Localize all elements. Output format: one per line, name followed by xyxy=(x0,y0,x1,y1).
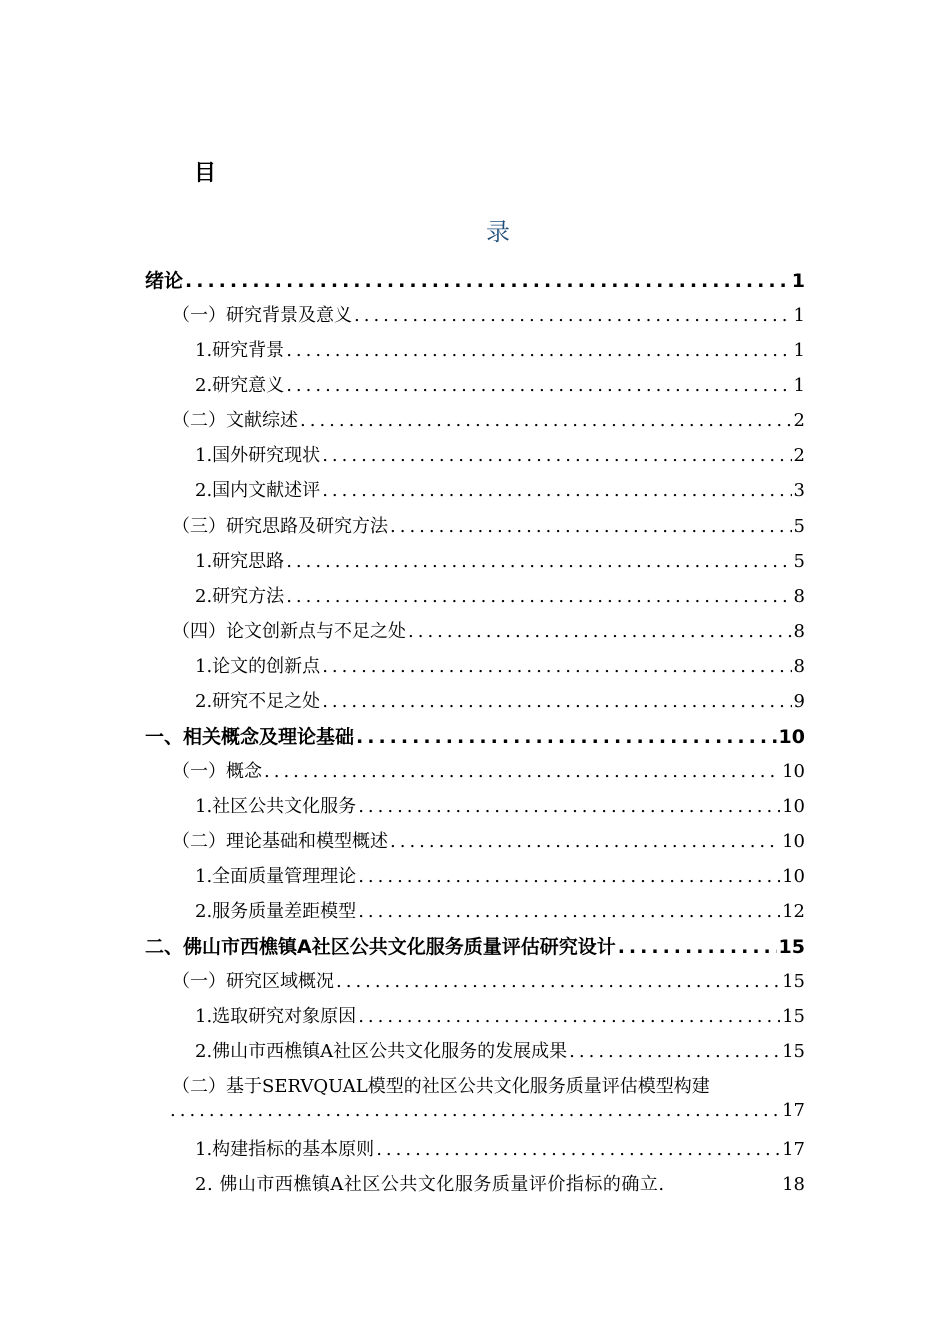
toc-entry[interactable] xyxy=(195,652,805,682)
dot-leader xyxy=(618,936,777,958)
dot-leader xyxy=(286,551,791,572)
toc-entry-label: 2.研究意义 xyxy=(195,375,285,396)
toc-entry-label: （二）基于SERVQUAL模型的社区公共文化服务质量评估模型构建 xyxy=(172,1076,710,1097)
dot-leader xyxy=(358,866,780,887)
toc-entry[interactable] xyxy=(195,336,805,366)
toc-entry[interactable] xyxy=(195,1135,805,1165)
toc-entry[interactable] xyxy=(172,1072,805,1102)
toc-entry[interactable] xyxy=(172,827,805,857)
toc-entry[interactable] xyxy=(195,582,805,612)
toc-entry-label: 1.研究背景 xyxy=(195,340,285,361)
toc-entry[interactable] xyxy=(195,897,805,927)
dot-leader xyxy=(300,410,792,431)
toc-entry-page: 15 xyxy=(782,1041,805,1062)
toc-entry-label: （一）研究区域概况 xyxy=(172,971,334,992)
toc-entry[interactable] xyxy=(172,967,805,997)
toc-title-first-char: 目 xyxy=(194,161,217,186)
toc-entry-page: 10 xyxy=(782,796,805,817)
toc-entry-page: 5 xyxy=(793,551,805,572)
toc-entry[interactable] xyxy=(172,406,805,436)
toc-entry-page: 10 xyxy=(778,726,805,748)
toc-entry-continuation[interactable] xyxy=(168,1100,805,1130)
toc-entry[interactable] xyxy=(195,1037,805,1067)
dot-leader xyxy=(336,971,780,992)
toc-entry-label: （三）研究思路及研究方法 xyxy=(172,516,388,537)
toc-entry[interactable] xyxy=(195,687,805,717)
dot-leader xyxy=(390,831,780,852)
dot-leader xyxy=(264,761,780,782)
toc-entry-label: （一）研究背景及意义 xyxy=(172,305,352,326)
toc-entry[interactable] xyxy=(145,932,805,962)
toc-entry-label: 2.服务质量差距模型 xyxy=(195,901,357,922)
dot-leader xyxy=(286,586,791,607)
toc-entry-label: 2.佛山市西樵镇A社区公共文化服务的发展成果 xyxy=(195,1041,568,1062)
dot-leader xyxy=(170,1100,780,1121)
toc-entry-page: 8 xyxy=(793,621,805,642)
toc-entry-page: 15 xyxy=(778,936,805,958)
toc-entry-page: 1 xyxy=(791,270,805,292)
toc-entry-page: 1 xyxy=(793,305,805,326)
toc-entry-label: 1.国外研究现状 xyxy=(195,445,321,466)
dot-leader xyxy=(356,726,777,748)
toc-entry-label: 2.研究方法 xyxy=(195,586,285,607)
toc-entry-page: 3 xyxy=(793,480,805,501)
dot-leader xyxy=(569,1041,780,1062)
toc-entry-page: 17 xyxy=(782,1100,805,1121)
dot-leader xyxy=(185,270,790,292)
toc-entry-page: 8 xyxy=(793,586,805,607)
toc-title-second-char: 录 xyxy=(486,218,510,246)
toc-entry-label: （四）论文创新点与不足之处 xyxy=(172,621,406,642)
toc-entry[interactable] xyxy=(172,301,805,331)
toc-entry-page: 15 xyxy=(782,971,805,992)
toc-entry-page: 9 xyxy=(793,691,805,712)
toc-entry-label: 1.选取研究对象原因 xyxy=(195,1006,357,1027)
toc-entry-label: 1.论文的创新点 xyxy=(195,656,321,677)
dot-leader xyxy=(322,656,791,677)
toc-entry-page: 17 xyxy=(782,1139,805,1160)
toc-entry-page: 2 xyxy=(793,445,805,466)
toc-entry[interactable] xyxy=(195,792,805,822)
toc-entry[interactable] xyxy=(195,862,805,892)
dot-leader xyxy=(286,340,791,361)
dot-leader xyxy=(390,516,792,537)
toc-entry-label: 1.研究思路 xyxy=(195,551,285,572)
toc-entry[interactable] xyxy=(172,617,805,647)
dot-leader xyxy=(286,375,791,396)
toc-entry-page: 1 xyxy=(793,340,805,361)
dot-leader xyxy=(358,796,780,817)
dot-leader xyxy=(358,1006,780,1027)
toc-entry-page: 15 xyxy=(782,1006,805,1027)
toc-entry-label: 2.国内文献述评 xyxy=(195,480,321,501)
toc-entry[interactable] xyxy=(195,1002,805,1032)
dot-leader xyxy=(408,621,792,642)
toc-entry-label: （二）文献综述 xyxy=(172,410,298,431)
toc-entry[interactable] xyxy=(145,722,805,752)
toc-entry-page: 1 xyxy=(793,375,805,396)
toc-entry-page: 5 xyxy=(793,516,805,537)
toc-entry-label: 1.全面质量管理理论 xyxy=(195,866,357,887)
toc-entry-label: 2. 佛山市西樵镇A社区公共文化服务质量评价指标的确立. xyxy=(195,1174,665,1195)
toc-entry-label: （二）理论基础和模型概述 xyxy=(172,831,388,852)
dot-leader xyxy=(376,1139,780,1160)
dot-leader xyxy=(322,691,791,712)
toc-entry-label: 2.研究不足之处 xyxy=(195,691,321,712)
toc-entry-label: 绪论 xyxy=(145,270,184,292)
toc-entry-page: 2 xyxy=(793,410,805,431)
toc-entry[interactable] xyxy=(145,266,805,296)
toc-entry-page: 8 xyxy=(793,656,805,677)
dot-leader xyxy=(322,445,791,466)
toc-entry-label: 一、相关概念及理论基础 xyxy=(145,726,355,748)
dot-leader xyxy=(354,305,792,326)
toc-entry-page: 10 xyxy=(782,866,805,887)
toc-entry-page: 18 xyxy=(782,1174,805,1195)
toc-entry[interactable] xyxy=(172,757,805,787)
toc-entry[interactable] xyxy=(195,371,805,401)
toc-entry[interactable] xyxy=(195,1170,805,1200)
toc-entry[interactable] xyxy=(172,512,805,542)
toc-entry-page: 10 xyxy=(782,761,805,782)
toc-entry-label: （一）概念 xyxy=(172,761,262,782)
dot-leader xyxy=(358,901,780,922)
dot-leader xyxy=(322,480,791,501)
toc-entry-page: 10 xyxy=(782,831,805,852)
toc-entry[interactable] xyxy=(195,441,805,471)
toc-entry[interactable] xyxy=(195,547,805,577)
toc-entry-label: 二、佛山市西樵镇A社区公共文化服务质量评估研究设计 xyxy=(145,936,616,958)
toc-entry[interactable] xyxy=(195,476,805,506)
toc-entry-label: 1.社区公共文化服务 xyxy=(195,796,357,817)
toc-entry-label: 1.构建指标的基本原则 xyxy=(195,1139,375,1160)
toc-entry-page: 12 xyxy=(782,901,805,922)
